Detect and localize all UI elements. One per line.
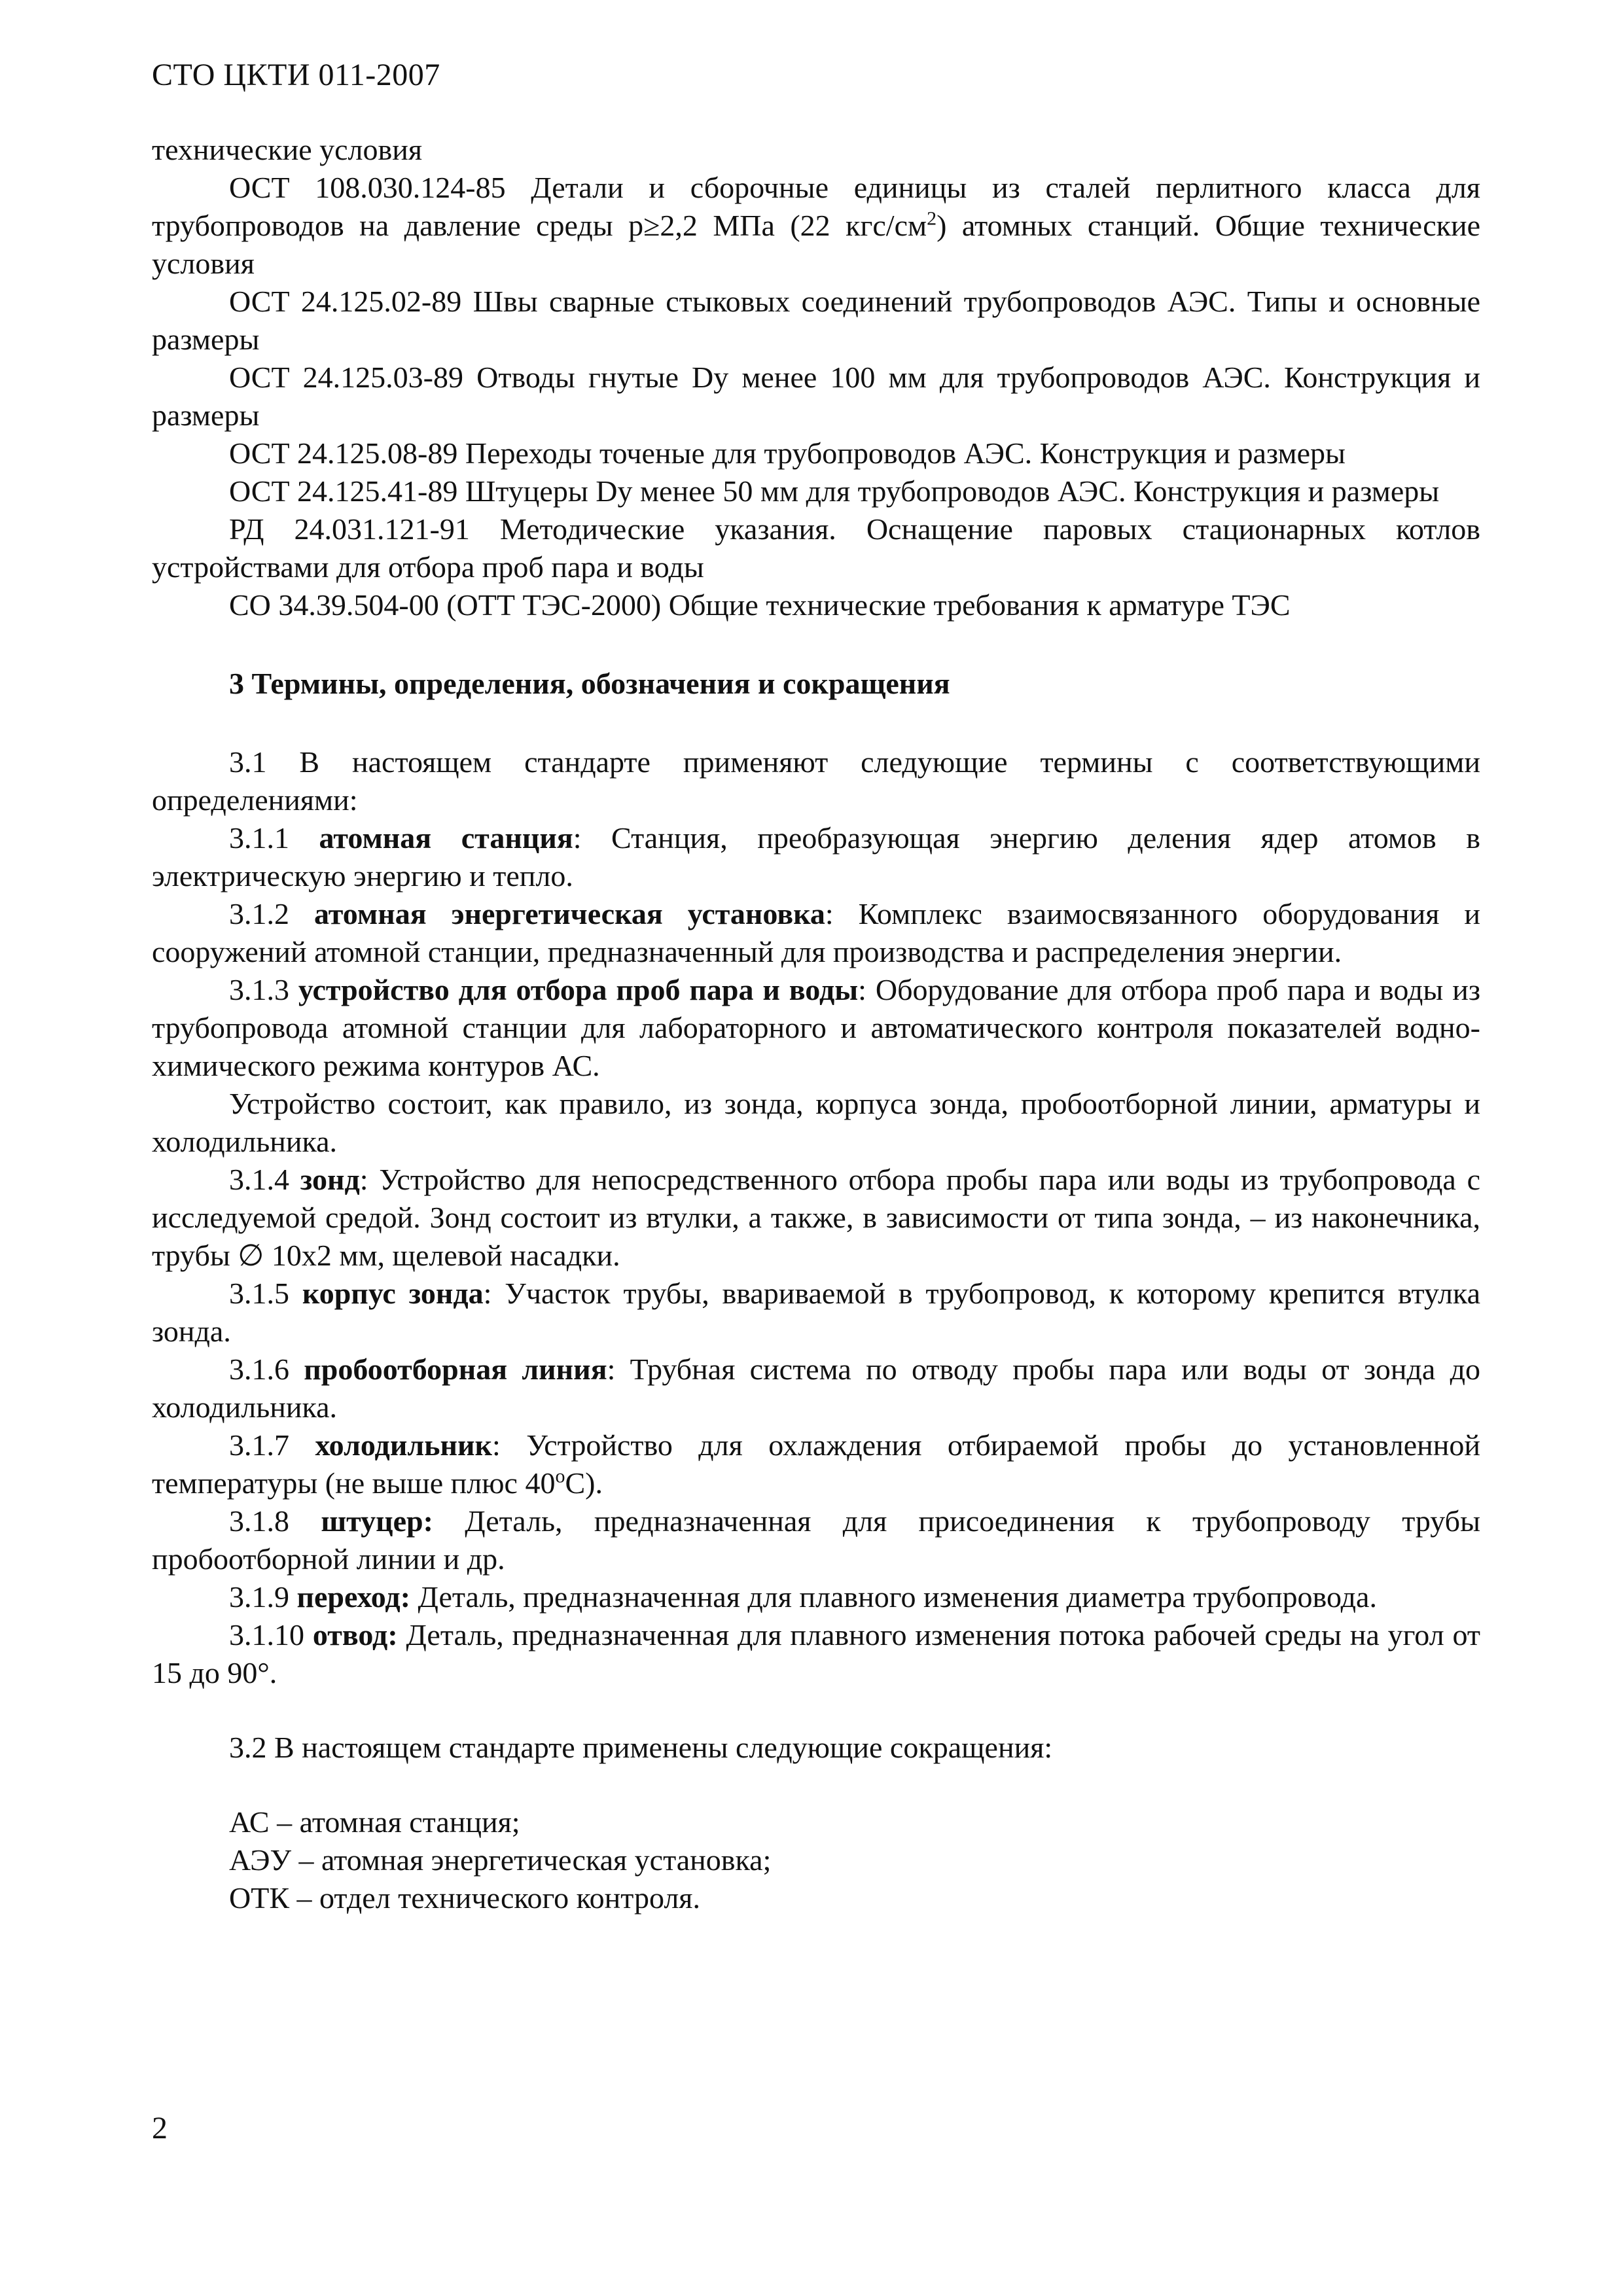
abbreviation-item: АЭУ – атомная энергетическая установка; (229, 1843, 772, 1877)
reference-ost-24-125-08-89: ОСТ 24.125.08-89 Переходы точеные для трубопроводов АЭС. Конструкция и размеры (229, 436, 1346, 470)
abbreviation-item: ОТК – отдел технического контроля. (229, 1881, 700, 1915)
reference-ost-24-125-02-89: ОСТ 24.125.02-89 Швы сварные стыковых соединений трубопроводов АЭС. Типы и основные размеры (152, 285, 1480, 356)
document-code-header: СТО ЦКТИ 011-2007 (152, 58, 440, 92)
abbreviation-item: АС – атомная станция; (229, 1805, 520, 1839)
reference-ost-108-030-124-85: ОСТ 108.030.124-85 Детали и сборочные единицы из сталей перлитного класса для трубопроводов на давление среды р≥2,2 МПа (22 кгс/$см^2$) атомных станций. Общие технические условия (152, 171, 1480, 280)
section-heading: 3 Термины, определения, обозначения и сокращения (229, 667, 950, 700)
term-3-1-5: 3.1.5 корпус зонда: Участок трубы, ввариваемой в трубопровод, к которому крепится втулка зонда. (152, 1277, 1480, 1348)
term-3-1-8: 3.1.8 штуцер: Деталь, предназначенная для присоединения к трубопроводу трубы пробоотборной линии и др. (152, 1504, 1480, 1576)
term-3-1-4: 3.1.4 зонд: Устройство для непосредственного отбора пробы пара или воды из трубопровода с исследуемой средой. Зонд состоит из втулки, а также, в зависимости от типа зонда, – из наконечника, трубы ∅ 10х2 мм, щелевой насадки. (152, 1163, 1481, 1272)
term-3-1-2: 3.1.2 атомная энергетическая установка: Комплекс взаимосвязанного оборудования и сооружений атомной станции, предназначенный для производства и распределения энергии. (152, 897, 1480, 968)
reference-continuation: технические условия (152, 133, 423, 166)
document-body (152, 131, 1480, 1917)
reference-so-34-39-504-00: СО 34.39.504-00 (ОТТ ТЭС-2000) Общие технические требования к арматуре ТЭС (229, 588, 1291, 622)
term-3-1-6: 3.1.6 пробоотборная линия: Трубная система по отводу пробы пара или воды от зонда до холодильника. (152, 1352, 1480, 1424)
term-3-1-3-note: Устройство состоит, как правило, из зонда, корпуса зонда, пробоотборной линии, арматуры и холодильника. (152, 1087, 1480, 1158)
clause-3-1: 3.1 В настоящем стандарте применяют следующие термины с соответствующими определениями: (152, 745, 1480, 817)
term-3-1-7: 3.1.7 холодильник: Устройство для охлаждения отбираемой пробы до установленной температуры (не выше плюс $40^оС$). (152, 1428, 1480, 1500)
term-3-1-9: 3.1.9 переход: Деталь, предназначенная для плавного изменения диаметра трубопровода. (229, 1580, 1377, 1614)
term-3-1-3: 3.1.3 устройство для отбора проб пара и воды: Оборудование для отбора проб пара и воды из трубопровода атомной станции для лабораторного и автоматического контроля показателей водно-химического режима контуров АС. (152, 973, 1481, 1082)
clause-3-2: 3.2 В настоящем стандарте применены следующие сокращения: (229, 1731, 1053, 1764)
page-number: 2 (152, 2111, 168, 2146)
term-3-1-1: 3.1.1 атомная станция: Станция, преобразующая энергию деления ядер атомов в электрическую энергию и тепло. (152, 821, 1480, 892)
reference-ost-24-125-03-89: ОСТ 24.125.03-89 Отводы гнутые Dу менее 100 мм для трубопроводов АЭС. Конструкция и размеры (152, 361, 1480, 432)
reference-rd-24-031-121-91: РД 24.031.121-91 Методические указания. Оснащение паровых стационарных котлов устройствами для отбора проб пара и воды (152, 512, 1480, 584)
term-3-1-10: 3.1.10 отвод: Деталь, предназначенная для плавного изменения потока рабочей среды на угол от 15 до 90°. (152, 1618, 1481, 1689)
reference-ost-24-125-41-89: ОСТ 24.125.41-89 Штуцеры Dу менее 50 мм для трубопроводов АЭС. Конструкция и размеры (229, 474, 1440, 508)
